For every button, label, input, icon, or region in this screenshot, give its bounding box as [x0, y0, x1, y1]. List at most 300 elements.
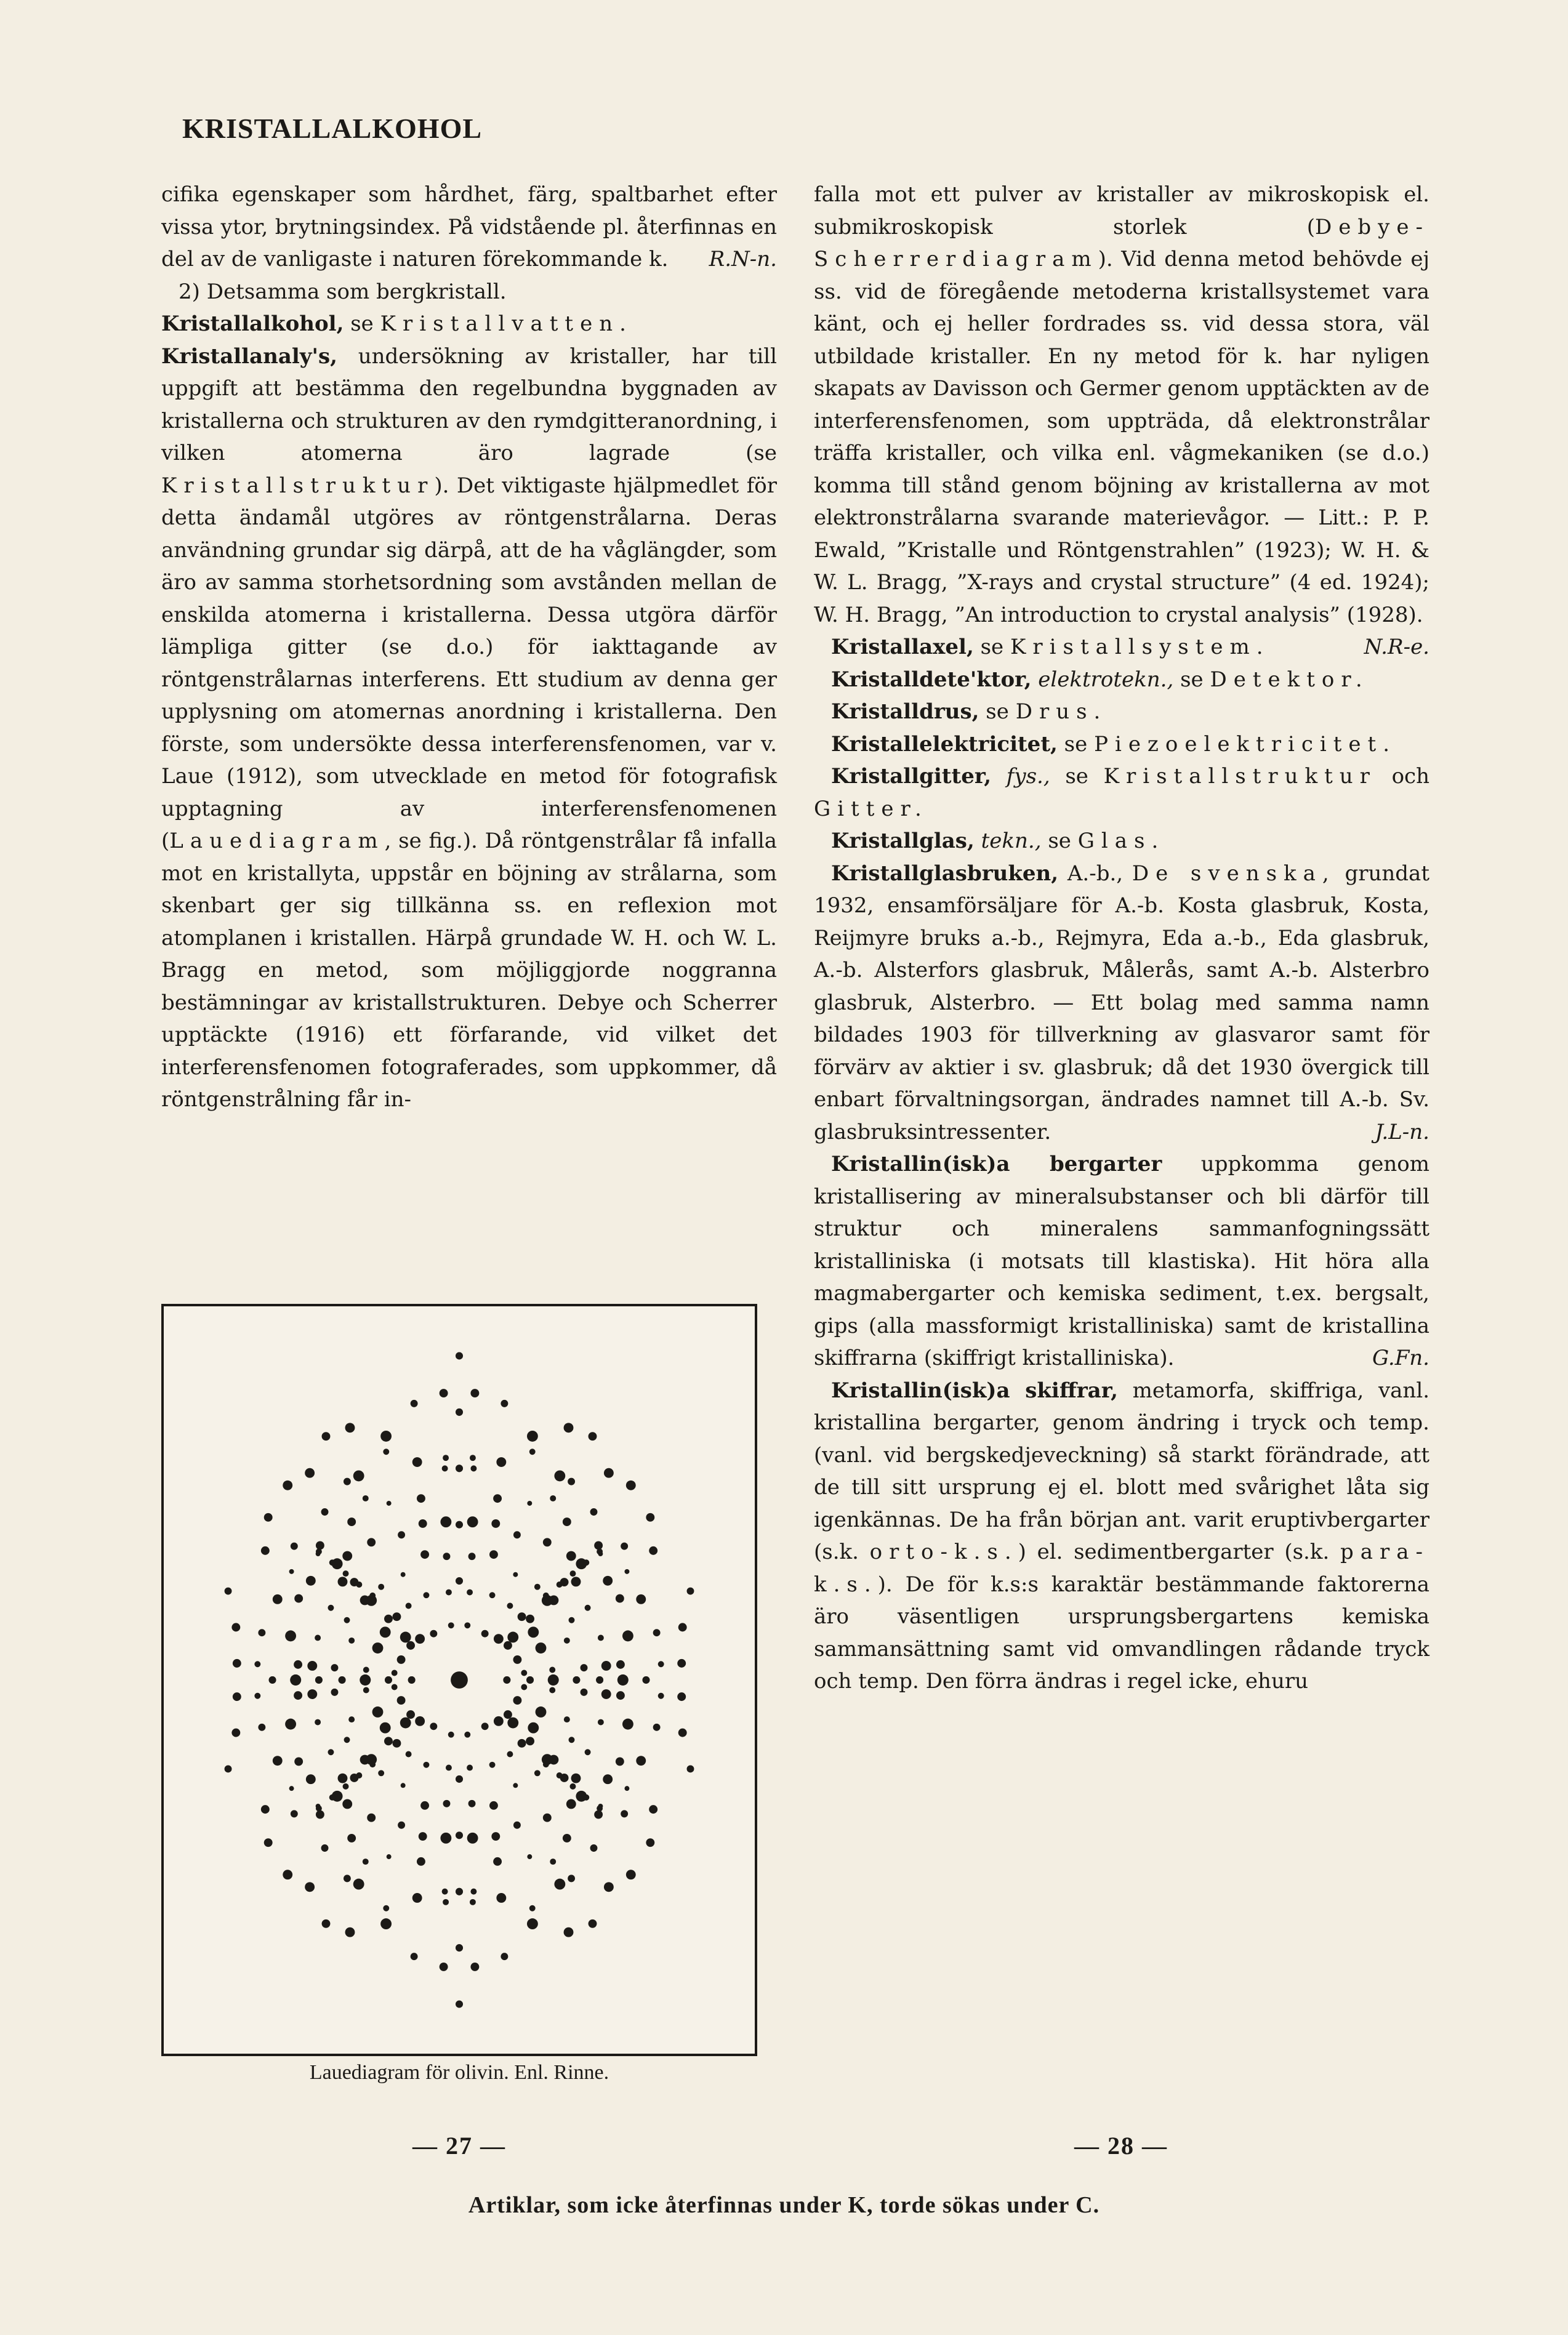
headword: Kristallaxel,	[831, 635, 974, 659]
diffraction-spot	[315, 1634, 321, 1641]
diffraction-spot	[646, 1838, 654, 1847]
diffraction-spot	[568, 1478, 575, 1485]
diffraction-spot	[624, 1569, 629, 1574]
diffraction-spot	[329, 1794, 336, 1801]
diffraction-spot	[344, 1737, 350, 1743]
diffraction-spot	[604, 1468, 614, 1478]
diffraction-spot	[273, 1756, 283, 1766]
diffraction-spot	[440, 1833, 451, 1844]
headword: Kristallin(isk)a bergarter	[831, 1152, 1162, 1176]
diffraction-spot	[417, 1494, 425, 1503]
diffraction-spot	[306, 1576, 316, 1586]
diffraction-spot	[321, 1508, 329, 1516]
diffraction-spot	[622, 1630, 633, 1641]
diffraction-spot	[283, 1481, 292, 1490]
diffraction-spot	[621, 1543, 628, 1550]
diffraction-spot	[571, 1577, 581, 1586]
diffraction-spot	[513, 1783, 518, 1788]
diffraction-spot	[470, 1465, 476, 1471]
diffraction-spot	[493, 1494, 502, 1503]
diffraction-spot	[420, 1550, 429, 1559]
diffraction-spot	[322, 1432, 331, 1441]
diffraction-spot	[528, 1626, 539, 1638]
diffraction-spot	[470, 1889, 476, 1895]
diffraction-spot	[380, 1626, 391, 1638]
diffraction-spot	[328, 1605, 334, 1611]
diffraction-spot	[369, 1593, 376, 1599]
diffraction-spot	[589, 1919, 597, 1928]
diffraction-spot	[289, 1569, 294, 1574]
author-signature: N.R-e.	[1364, 635, 1429, 659]
diffraction-spot	[569, 1737, 575, 1743]
diffraction-spot	[443, 1800, 451, 1807]
diffraction-spot	[616, 1757, 624, 1766]
diffraction-spot	[285, 1630, 296, 1641]
diffraction-spot	[568, 1875, 575, 1882]
diffraction-spot	[342, 1799, 352, 1809]
diffraction-spot	[415, 1716, 425, 1726]
cross-reference: Detektor.	[1210, 667, 1369, 692]
cross-reference: Kristallvatten.	[380, 311, 633, 336]
diffraction-spot	[440, 1389, 448, 1397]
diffraction-spot	[353, 1470, 364, 1481]
diffraction-spot	[585, 1605, 591, 1611]
diffraction-spot	[393, 1612, 401, 1621]
diffraction-spot	[589, 1432, 597, 1441]
diffraction-spot	[536, 1642, 547, 1654]
diffraction-spot	[378, 1770, 384, 1776]
diffraction-spot	[550, 1495, 556, 1501]
diffraction-spot	[329, 1559, 336, 1565]
diffraction-spot	[649, 1805, 657, 1814]
diffraction-spot	[554, 1470, 565, 1481]
diffraction-spot	[687, 1765, 694, 1772]
cross-reference: Kristallstruktur	[161, 473, 435, 498]
diffraction-spot	[316, 1806, 322, 1812]
diffraction-spot	[543, 1538, 552, 1546]
diffraction-spot	[636, 1756, 646, 1766]
entry-kristallglasbruken: Kristallglasbruken, A.-b., De svenska, grundat 1932, ensamförsäljare för A.-b. Kosta glasbruk, Kosta, Reijmyre bruks a.-b., Rejmyra, Eda a.-b., Eda glasbruk, A.-b. Alsterfors glasbruk, Målerås, samt A.-b. Alsterbro glasbruk, Alsterbro. — Ett bolag med samma namn bildades 1903 för tillverkning av glasvaror samt för förvärv av aktier i sv. glasbruk; då det 1930 övergick till enbart förvaltningsorgan, ändrades namnet till A.-b. Sv. glasbruksintressenter. J.L-n.	[814, 858, 1429, 1149]
diffraction-spot	[383, 1449, 389, 1455]
headword: Kristallglas,	[831, 829, 975, 853]
diffraction-spot	[372, 1706, 384, 1718]
diffraction-spot	[353, 1879, 364, 1890]
diffraction-spot	[392, 1670, 398, 1676]
headword: Kristallelektricitet,	[831, 731, 1058, 757]
diffraction-spot	[397, 1696, 406, 1705]
diffraction-spot	[603, 1576, 613, 1586]
diffraction-spot	[363, 1495, 369, 1501]
diffraction-spot	[363, 1859, 369, 1865]
diffraction-spot	[393, 1739, 401, 1748]
page-number-right: — 28 —	[1074, 2132, 1168, 2160]
diffraction-spot	[677, 1692, 686, 1701]
diffraction-spot	[254, 1693, 260, 1699]
footer-note: Artiklar, som icke återfinnas under K, torde sökas under C.	[468, 2192, 1100, 2218]
diffraction-spot	[570, 1783, 576, 1790]
entry-kristallina-bergarter: Kristallin(isk)a bergarter uppkomma genom kristallisering av mineralsubstanser och bli därför till struktur och mineralens sammanfogningssätt kristalliniska (i motsats till klastiska). Hit höra alla magmabergarter och kemiska sediment, t.ex. bergsalt, gips (alla massformigt kristalliniska) samt de kristallina skiffrarna (skiffrigt kristalliniska). G.Fn.	[814, 1148, 1429, 1375]
diffraction-spot	[233, 1659, 241, 1668]
diffraction-spot	[331, 1664, 339, 1671]
diffraction-spot	[583, 1559, 589, 1565]
figure-caption: Lauediagram för olivin. Enl. Rinne.	[309, 2061, 609, 2084]
diffraction-spot	[626, 1481, 636, 1490]
diffraction-spot	[489, 1550, 498, 1559]
diffraction-spot	[322, 1919, 331, 1928]
diffraction-spot	[283, 1870, 292, 1879]
diffraction-spot	[507, 1632, 518, 1643]
diffraction-spot	[380, 1431, 392, 1442]
diffraction-spot	[233, 1692, 241, 1701]
diffraction-spot	[456, 1944, 463, 1951]
diffraction-spot	[590, 1844, 598, 1852]
diffraction-spot	[594, 1541, 603, 1549]
diffraction-spot	[225, 1588, 232, 1595]
headword: Kristallglasbruken,	[831, 861, 1059, 886]
diffraction-spot	[557, 1581, 563, 1588]
diffraction-spot	[563, 1517, 571, 1526]
diffraction-spot	[527, 1918, 538, 1929]
diffraction-spot	[527, 1501, 532, 1506]
headword: Kristallalkohol,	[161, 311, 344, 336]
diffraction-spot	[316, 1541, 324, 1549]
diffraction-spot	[604, 1882, 614, 1892]
cross-reference: para-k.s.	[814, 1540, 1430, 1597]
diffraction-spot	[494, 1634, 504, 1644]
diffraction-spot	[529, 1905, 536, 1911]
diffraction-spot	[554, 1879, 565, 1890]
diffraction-spot	[501, 1953, 508, 1960]
diffraction-spot	[496, 1893, 506, 1903]
diffraction-spot	[504, 1641, 512, 1650]
diffraction-spot	[585, 1749, 591, 1755]
diffraction-spot	[468, 1800, 476, 1807]
entry-kristalldetektor: Kristalldete'ktor, elektrotekn., se Detektor.	[831, 667, 1369, 692]
diffraction-spot	[440, 1516, 451, 1527]
diffraction-spot	[387, 1501, 392, 1506]
entry-kristallina-skiffrar: Kristallin(isk)a skiffrar, metamorfa, skiffriga, vanl. kristallina bergarter, genom ändring i tryck och temp. (vanl. vid bergskedjeveckning) så starkt förändrade, att de till sitt ursprung ej el. blott med svårighet låta sig igenkännas. De ha från början ant. varit eruptivbergarter (s.k. orto-k.s.) el. sedimentbergarter (s.k. para-k.s.). De för k.s:s karaktär bestämmande faktorerna äro väsentligen ursprungsbergartens kemiska sammansättning samt vid omvandlingen rådande tryck och temp. Den förra ändras i regel icke, ehuru	[814, 1378, 1430, 1694]
diffraction-spot	[513, 1822, 521, 1829]
entry-continuation: cifika egenskaper som hårdhet, färg, spaltbarhet efter vissa ytor, brytningsindex. På vidstående pl. återfinnas en del av de vanligaste i naturen förekommande k. R.N-n.	[161, 179, 777, 276]
diffraction-spot	[573, 1676, 580, 1684]
diffraction-spot	[367, 1814, 376, 1822]
entry-note: 2) Detsamma som bergkristall.	[179, 279, 507, 304]
diffraction-spot	[347, 1517, 356, 1526]
diffraction-spot	[419, 1832, 427, 1841]
diffraction-spot	[363, 1667, 369, 1673]
diffraction-spot	[440, 1963, 448, 1971]
diffraction-spot	[526, 1676, 534, 1684]
diffraction-spot	[467, 1589, 473, 1596]
diffraction-spot	[412, 1457, 422, 1467]
laue-diagram	[164, 1306, 755, 2054]
diffraction-spot	[448, 1622, 454, 1628]
diffraction-spot	[653, 1629, 661, 1636]
diffraction-spot	[446, 1589, 452, 1596]
page-number-left: — 27 —	[412, 2132, 506, 2160]
diffraction-spot	[543, 1593, 549, 1599]
diffraction-spot	[489, 1762, 496, 1768]
diffraction-spot	[401, 1783, 406, 1788]
author-signature: G.Fn.	[1372, 1346, 1429, 1370]
diffraction-spot	[527, 1431, 538, 1442]
diffraction-spot	[380, 1918, 392, 1929]
diffraction-spot	[513, 1531, 521, 1538]
diffraction-spot	[406, 1603, 412, 1609]
cross-reference: orto-k.s.	[869, 1540, 1018, 1564]
entry-kristallelektricitet: Kristallelektricitet, se Piezoelektricitet.	[831, 731, 1396, 757]
diffraction-spot	[398, 1531, 405, 1538]
diffraction-spot	[496, 1457, 506, 1467]
diffraction-spot	[273, 1594, 283, 1604]
diffraction-spot	[448, 1732, 454, 1738]
diffraction-spot	[467, 1833, 478, 1844]
diffraction-spot	[406, 1751, 412, 1758]
diffraction-spot	[468, 1553, 476, 1560]
diffraction-spot	[687, 1588, 694, 1595]
diffraction-spot	[258, 1629, 265, 1636]
diffraction-spot	[481, 1722, 489, 1730]
diffraction-spot	[305, 1882, 315, 1892]
diffraction-spot	[392, 1684, 398, 1690]
diffraction-spot	[231, 1623, 240, 1631]
diffraction-spot	[294, 1594, 303, 1603]
diffraction-spot	[548, 1674, 559, 1686]
diffraction-spot	[384, 1615, 393, 1623]
diffraction-spot	[566, 1551, 576, 1561]
diffraction-spot	[307, 1661, 317, 1671]
diffraction-spot	[470, 1389, 479, 1397]
laue-diagram-figure	[161, 1304, 757, 2056]
diffraction-spot	[285, 1719, 296, 1730]
diffraction-spot	[643, 1676, 650, 1684]
diffraction-spot	[503, 1676, 510, 1684]
diffraction-spot	[442, 1889, 448, 1895]
diffraction-spot	[550, 1859, 556, 1865]
diffraction-spot	[624, 1786, 629, 1791]
diffraction-spot	[343, 1783, 349, 1790]
diffraction-spot	[507, 1603, 513, 1609]
diffraction-spot	[557, 1772, 563, 1778]
diffraction-spot	[443, 1553, 451, 1560]
diffraction-spot	[518, 1739, 526, 1748]
diffraction-spot	[367, 1538, 376, 1546]
diffraction-spot	[231, 1729, 240, 1737]
diffraction-spot	[677, 1659, 686, 1668]
diffraction-spot	[328, 1749, 334, 1755]
diffraction-spot	[526, 1615, 534, 1623]
diffraction-spot	[321, 1844, 329, 1852]
diffraction-spot	[564, 1716, 570, 1722]
entry-kristallglas: Kristallglas, tekn., se Glas.	[831, 829, 1165, 853]
diffraction-spot	[564, 1927, 574, 1937]
diffraction-spot	[338, 1577, 348, 1586]
diffraction-spot	[443, 1899, 449, 1905]
diffraction-spot	[264, 1838, 273, 1847]
diffraction-spot	[534, 1584, 541, 1590]
diffraction-spot	[596, 1676, 603, 1684]
left-column	[161, 179, 777, 1116]
diffraction-spot	[347, 1834, 356, 1843]
diffraction-spot	[372, 1642, 384, 1654]
diffraction-spot	[564, 1638, 570, 1644]
diffraction-spot	[408, 1676, 416, 1684]
diffraction-spot	[467, 1764, 473, 1770]
diffraction-spot	[345, 1423, 355, 1433]
diffraction-spot	[430, 1722, 437, 1730]
entry-kristallaxel: Kristallaxel, se Kristallsystem.	[831, 635, 1270, 659]
diffraction-spot	[571, 1774, 581, 1783]
diffraction-spot	[598, 1634, 604, 1641]
diffraction-spot	[489, 1592, 496, 1598]
diffraction-spot	[384, 1737, 393, 1745]
diffraction-spot	[258, 1724, 265, 1731]
diffraction-spot	[564, 1423, 574, 1433]
diffraction-spot	[316, 1811, 324, 1819]
diffraction-spot	[658, 1661, 664, 1667]
diffraction-spot	[291, 1543, 298, 1550]
diffraction-spot	[636, 1594, 646, 1604]
diffraction-spot	[464, 1732, 470, 1738]
cross-reference: Gitter.	[814, 796, 928, 821]
headword: Kristallanaly's,	[161, 344, 337, 369]
diffraction-spot	[430, 1630, 437, 1638]
diffraction-spot	[385, 1676, 392, 1684]
diffraction-spot	[470, 1963, 479, 1971]
diffraction-spot	[521, 1670, 527, 1676]
entry-kristallalkohol: Kristallalkohol, se Kristallvatten.	[161, 311, 633, 336]
diffraction-spot	[254, 1661, 260, 1667]
diffraction-spot	[504, 1710, 512, 1719]
author-signature: J.L-n.	[1375, 1119, 1429, 1144]
diffraction-spot	[419, 1519, 427, 1528]
diffraction-spot	[316, 1548, 322, 1554]
diffraction-spot	[294, 1660, 302, 1669]
diffraction-spot	[363, 1687, 369, 1694]
diffraction-spot	[261, 1805, 270, 1814]
diffraction-spot	[534, 1770, 541, 1776]
diffraction-spot	[307, 1689, 317, 1699]
diffraction-spot	[521, 1684, 527, 1690]
diffraction-spot	[343, 1570, 349, 1577]
diffraction-spot	[494, 1716, 504, 1726]
diffraction-spot	[315, 1676, 323, 1684]
diffraction-spot	[649, 1546, 657, 1555]
diffraction-spot	[590, 1508, 598, 1516]
diffraction-spot	[456, 2001, 463, 2008]
diffraction-spot	[338, 1774, 348, 1783]
diffraction-spot	[378, 1584, 384, 1590]
diffraction-spot	[315, 1719, 321, 1726]
diffraction-spot	[526, 1737, 534, 1745]
diffraction-spot	[294, 1691, 302, 1700]
headword: Kristallin(isk)a skiffrar,	[831, 1378, 1118, 1403]
headword: Kristallgitter,	[831, 764, 992, 789]
diffraction-spot	[348, 1716, 355, 1722]
diffraction-spot	[513, 1696, 521, 1705]
diffraction-spot	[400, 1718, 411, 1729]
diffraction-spot	[356, 1772, 362, 1778]
diffraction-spot	[456, 1775, 463, 1783]
diffraction-spot	[543, 1814, 552, 1822]
diffraction-spot	[569, 1617, 575, 1623]
diffraction-spot	[412, 1893, 422, 1903]
diffraction-spot	[467, 1516, 478, 1527]
diffraction-spot	[406, 1710, 415, 1719]
diffraction-spot	[269, 1676, 276, 1684]
diffraction-spot	[513, 1572, 518, 1577]
diffraction-spot	[400, 1632, 411, 1643]
diffraction-spot	[443, 1455, 449, 1461]
diffraction-spot	[415, 1634, 425, 1644]
diffraction-spot	[470, 1455, 476, 1461]
diffraction-spot	[423, 1592, 429, 1598]
diffraction-spot	[406, 1641, 415, 1650]
entry-kristalldrus: Kristalldrus, se Drus.	[831, 699, 1108, 724]
diffraction-spot	[601, 1689, 611, 1699]
diffraction-spot	[581, 1664, 588, 1671]
diffraction-spot	[493, 1857, 502, 1866]
diffraction-spot	[456, 1465, 463, 1472]
diffraction-spot	[646, 1513, 654, 1522]
diffraction-spot	[456, 1888, 463, 1895]
diffraction-spot	[344, 1875, 351, 1882]
diffraction-spot	[380, 1722, 391, 1734]
diffraction-spot	[446, 1764, 452, 1770]
diffraction-spot	[616, 1660, 625, 1669]
diffraction-spot	[387, 1854, 392, 1859]
diffraction-spot	[360, 1674, 371, 1686]
cross-reference: Kristallsystem.	[1010, 635, 1270, 659]
right-column	[814, 179, 1429, 1698]
diffraction-spot	[678, 1623, 687, 1631]
diffraction-spot	[345, 1927, 355, 1937]
diffraction-spot	[501, 1400, 508, 1407]
author-signature: R.N-n.	[709, 247, 777, 271]
diffraction-spot	[442, 1465, 448, 1471]
diffraction-spot	[549, 1667, 555, 1673]
diffraction-spot	[601, 1661, 611, 1671]
diffraction-spot	[549, 1687, 555, 1694]
diffraction-spot	[331, 1689, 339, 1696]
diffraction-spot	[597, 1548, 603, 1554]
cross-reference: Debye-Scherrerdiagram	[814, 214, 1429, 271]
headword: Kristalldrus,	[831, 699, 979, 724]
diffraction-spot	[305, 1468, 315, 1478]
diffraction-spot	[583, 1794, 589, 1801]
cross-reference: Piezoelektricitet.	[1094, 731, 1396, 757]
diffraction-spot	[529, 1449, 536, 1455]
diffraction-spot	[507, 1718, 518, 1729]
diffraction-spot	[451, 1671, 468, 1689]
diffraction-spot	[626, 1870, 636, 1879]
diffraction-spot	[566, 1799, 576, 1809]
diffraction-spot	[570, 1570, 576, 1577]
diffraction-spot	[401, 1572, 406, 1577]
diffraction-spot	[597, 1806, 603, 1812]
diffraction-spot	[225, 1765, 232, 1772]
diffraction-spot	[411, 1953, 418, 1960]
headword: Kristalldete'ktor,	[831, 667, 1032, 692]
cross-reference: Lauediagram	[169, 829, 385, 853]
diffraction-spot	[658, 1693, 664, 1699]
diffraction-spot	[563, 1834, 571, 1843]
diffraction-spot	[290, 1674, 301, 1686]
diffraction-spot	[383, 1905, 389, 1911]
diffraction-spot	[481, 1630, 489, 1638]
diffraction-spot	[456, 1409, 463, 1416]
entry-continuation: falla mot ett pulver av kristaller av mikroskopisk el. submikroskopisk storlek (Debye-Scherrerdiagram). Vid denna metod behövde ej ss. vid de föregående metoderna kristallsystemet vara känt, och ej heller fordrades ss. vid dessa stora, väl utbildade kristaller. En ny metod för k. har nyligen skapats av Davisson och Germer genom upptäckten av de interferensfenomen, som uppträda, då elektronstrålar träffa kristaller, och vilka enl. vågmekaniken (se d.o.) komma till stånd genom böjning av kristallerna av mot elektronstrålarna svarande materievågor. — Litt.: P. P. Ewald, ”Kristalle und Röntgenstrahlen” (1923); W. H. & W. L. Bragg, ”X-rays and crystal structure” (4 ed. 1924); W. H. Bragg, ”An introduction to crystal analysis” (1928). N.R-e.	[814, 179, 1429, 631]
